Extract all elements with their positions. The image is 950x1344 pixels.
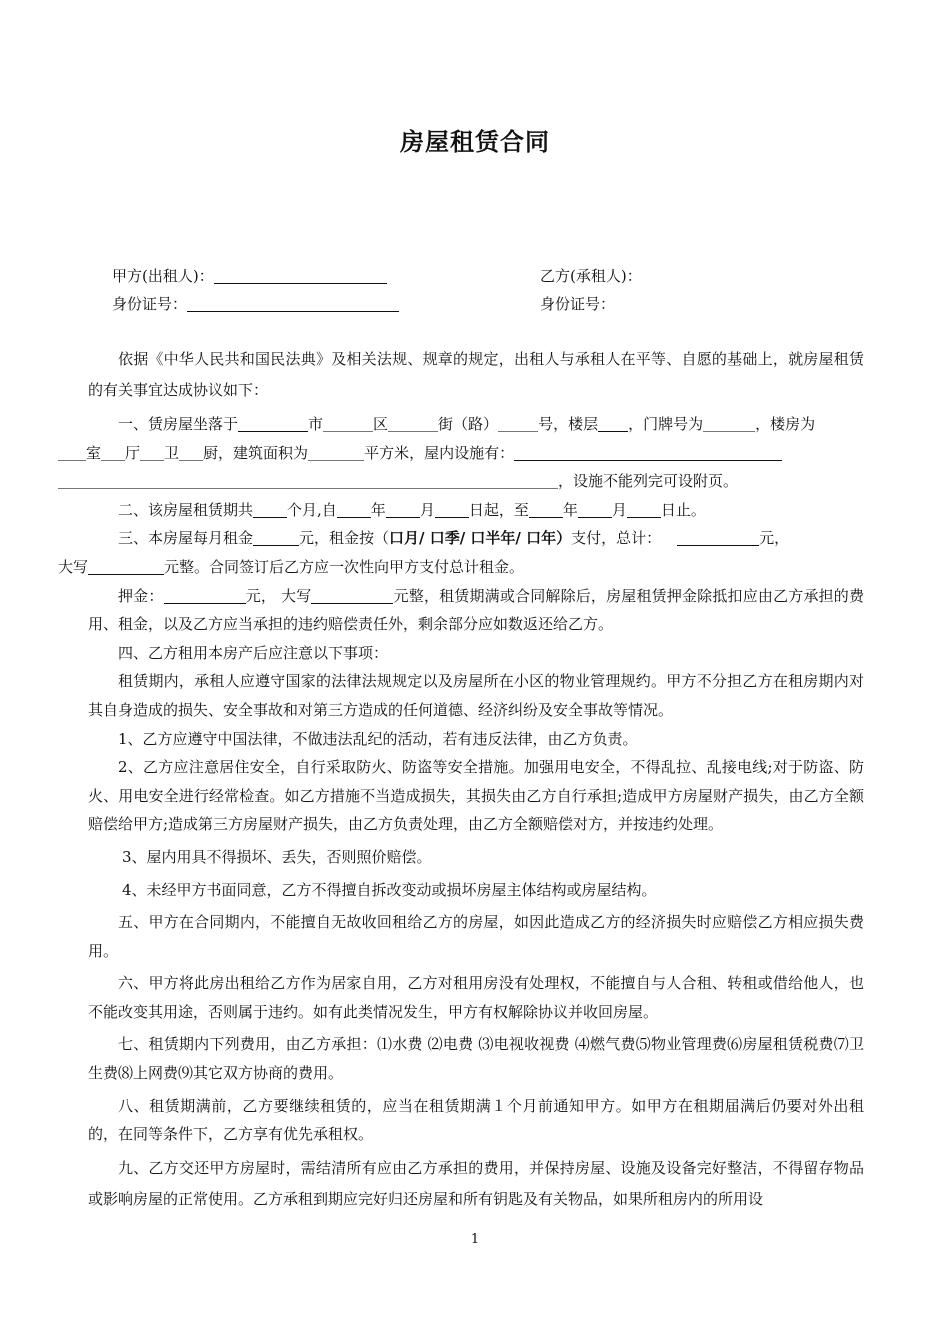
- clause-4-item-1: 1、乙方应遵守中国法律，不做违法乱纪的活动，若有违反法律，由乙方负责。: [118, 729, 638, 748]
- clause-8: 八、租赁期满前，乙方要继续租赁的，应当在租赁期满１个月前通知甲方。如甲方在租期届满后仍要对外出租的，在同等条件下，乙方享有优先承租权。: [88, 1096, 864, 1144]
- party-a-line: [112, 266, 387, 286]
- deposit-words-blank[interactable]: [311, 587, 393, 604]
- city-blank[interactable]: [238, 415, 308, 432]
- clause-4-intro: 租赁期内，承租人应遵守国家的法律法规规定以及房屋所在小区的物业管理规约。甲方不分担乙方在租房期内对其自身造成的损失、安全事故和对第三方造成的任何道德、经济纠纷及安全事故等情况。: [88, 672, 864, 719]
- door-number-blank[interactable]: [703, 415, 755, 432]
- area-blank[interactable]: [308, 444, 364, 461]
- kitchen-blank[interactable]: [179, 444, 203, 461]
- id-b-line: [540, 294, 615, 314]
- party-a-blank[interactable]: [214, 267, 387, 284]
- id-b-label: 身份证号：: [540, 295, 616, 313]
- party-a-label: 甲方(出租人)：: [112, 267, 214, 285]
- hall-blank[interactable]: [101, 444, 125, 461]
- room-blank[interactable]: [58, 444, 86, 461]
- end-year-blank[interactable]: [529, 501, 563, 518]
- start-month-blank[interactable]: [386, 501, 420, 518]
- intro-paragraph: 依据《中华人民共和国民法典》及相关法规、规章的规定，出租人与承租人在平等、自愿的基础上，就房屋租赁的有关事宜达成协议如下：: [88, 350, 864, 399]
- total-blank[interactable]: [677, 529, 759, 546]
- district-blank[interactable]: [323, 415, 373, 432]
- deposit-paragraph: 押金： 元， 大写 元整，租赁期满或合同解除后，房屋租赁押金除抵扣应由乙方承担的费用、租金，以及乙方应当承担的违约赔偿责任外，剩余部分应如数返还给乙方。: [88, 586, 864, 634]
- id-a-label: 身份证号：: [112, 295, 188, 313]
- monthly-rent-blank[interactable]: [253, 529, 299, 546]
- months-blank[interactable]: [253, 501, 287, 518]
- clause-2: 二、该房屋租赁期共 个月,自 年 月 日起，至 年 月 日止。: [118, 500, 706, 519]
- clause-4: 四、乙方租用本房产后应注意以下事项：: [118, 643, 389, 662]
- clause-4-item-3: 3、屋内用具不得损坏、丢失，否则照价赔偿。: [122, 847, 432, 866]
- end-month-blank[interactable]: [578, 501, 612, 518]
- bath-blank[interactable]: [140, 444, 164, 461]
- clause-1: 一、赁房屋坐落于 市 区 街（路） 号，楼层 ，门牌号为 ，楼房为 室 厅 卫 厨，建筑面积为 平方米，屋内设施有： ，设施不能列完可设附页。: [88, 410, 864, 496]
- party-b-line: [540, 266, 642, 286]
- page-number: 1: [470, 1232, 480, 1247]
- clause-6: 六、甲方将此房出租给乙方作为居家自用，乙方对租用房没有处理权，不能擅自与人合租、转租或借给他人，也不能改变其用途，否则属于违约。如有此类情况发生，甲方有权解除协议并收回房屋。: [88, 974, 864, 1021]
- total-words-blank[interactable]: [88, 558, 164, 575]
- deposit-blank[interactable]: [164, 587, 246, 604]
- contract-body: [58, 344, 864, 1215]
- clause-4-item-4: 4、未经甲方书面同意，乙方不得擅自拆改变动或损坏房屋主体结构或房屋结构。: [122, 880, 657, 899]
- payment-period-options[interactable]: 口月/ 口季/ 口半年/ 口年）: [389, 529, 572, 548]
- street-blank[interactable]: [388, 415, 438, 432]
- facilities-blank[interactable]: [514, 444, 782, 461]
- id-a-line: [112, 294, 399, 314]
- start-year-blank[interactable]: [337, 501, 371, 518]
- clause-9: 九、乙方交还甲方房屋时，需结清所有应由乙方承担的费用，并保持房屋、设施及设备完好整洁，不得留存物品或影响房屋的正常使用。乙方承租到期应完好归还房屋和所有钥匙及有关物品，如果所租房内的所用设: [88, 1158, 864, 1208]
- clause-4-item-2: 2、乙方应注意居住安全，自行采取防火、防盗等安全措施。加强用电安全，不得乱拉、乱接电线;对于防盗、防火、用电安全进行经常检查。如乙方措施不当造成损失，其损失由乙方自行承担;造成甲方房屋财产损失，由乙方全额赔偿给甲方;造成第三方房屋财产损失，由乙方负责处理，由乙方全额赔偿对方，并按违约处理。: [88, 758, 864, 834]
- clause-7: 七、租赁期内下列费用，由乙方承担：⑴水费 ⑵电费 ⑶电视收视费 ⑷燃气费⑸物业管理费⑹房屋租赁税费⑺卫生费⑻上网费⑼其它双方协商的费用。: [88, 1035, 864, 1083]
- party-b-label: 乙方(承租人)：: [540, 267, 642, 285]
- start-day-blank[interactable]: [435, 501, 469, 518]
- end-day-blank[interactable]: [627, 501, 661, 518]
- id-a-blank[interactable]: [187, 295, 399, 312]
- facilities-blank-2[interactable]: [58, 472, 558, 489]
- number-blank[interactable]: [498, 415, 538, 432]
- contract-title: 房屋租赁合同: [400, 128, 550, 156]
- clause-3: 三、本房屋每月租金 元，租金按（口月/ 口季/ 口半年/ 口年）支付，总计： 元， 大写 元整。合同签订后乙方应一次性向甲方支付总计租金。: [58, 529, 790, 576]
- floor-blank[interactable]: [598, 415, 628, 432]
- clause-5: 五、甲方在合同期内，不能擅自无故收回租给乙方的房屋，如因此造成乙方的经济损失时应赔偿乙方相应损失费用。: [88, 913, 864, 960]
